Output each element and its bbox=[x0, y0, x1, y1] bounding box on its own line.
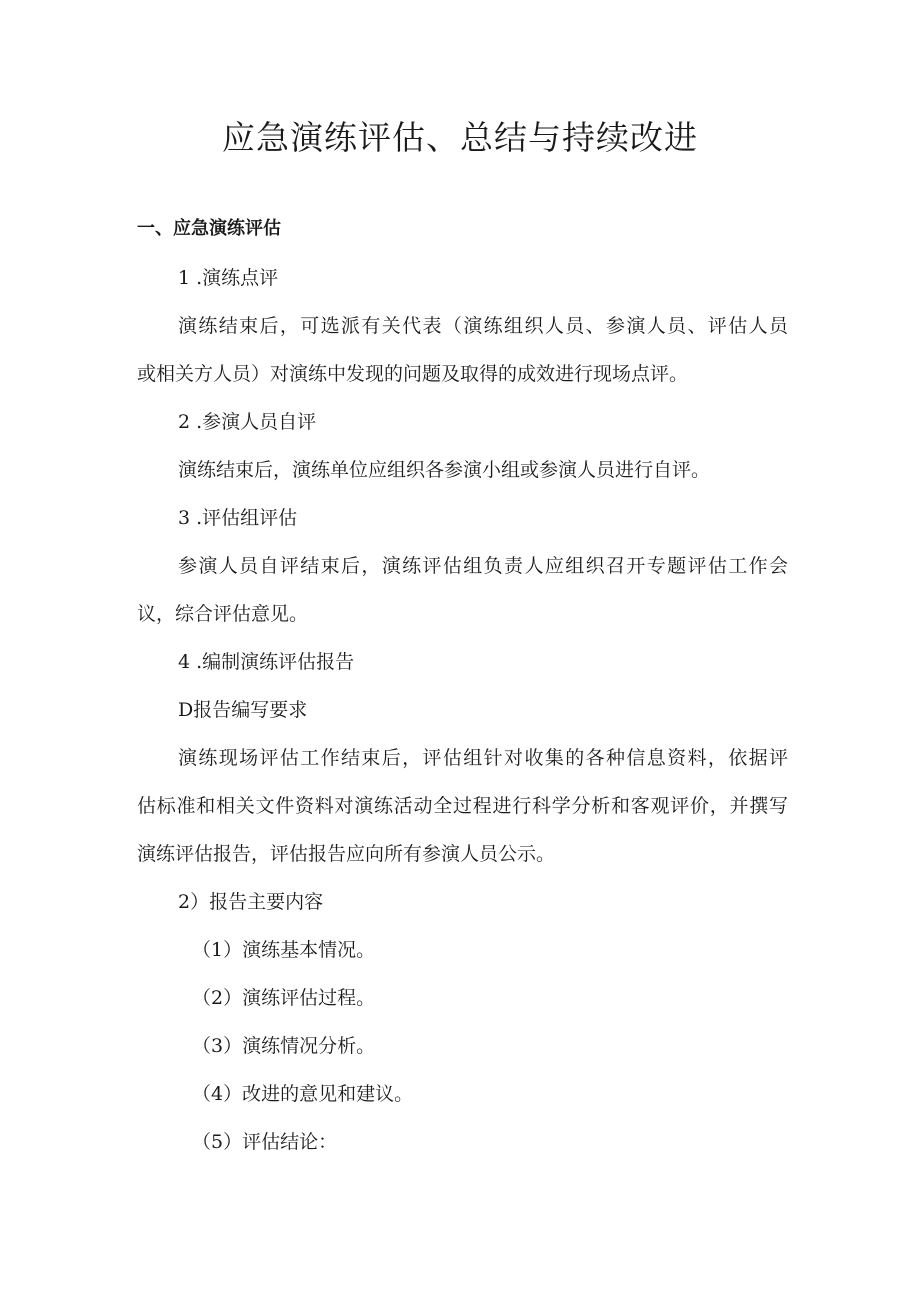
sub1-paragraph-line: 估标准和相关文件资料对演练活动全过程进行科学分析和客观评价，并撰写 bbox=[137, 795, 788, 817]
content-list-item: （5）评估结论： bbox=[192, 1131, 338, 1153]
content-list-item: （3）演练情况分析。 bbox=[192, 1035, 376, 1057]
sub-heading-2: 2）报告主要内容 bbox=[178, 891, 324, 913]
item-heading-3: 3 .评估组评估 bbox=[178, 507, 298, 529]
item1-paragraph-line: 演练结束后，可选派有关代表（演练组织人员、参演人员、评估人员 bbox=[178, 315, 788, 337]
item3-paragraph-line: 参演人员自评结束后，演练评估组负责人应组织召开专题评估工作会 bbox=[178, 555, 788, 577]
section-heading: 一、应急演练评估 bbox=[137, 218, 281, 239]
sub1-paragraph-line: 演练现场评估工作结束后，评估组针对收集的各种信息资料，依据评 bbox=[178, 747, 788, 769]
content-list-item: （2）演练评估过程。 bbox=[192, 987, 376, 1009]
item-heading-1: 1 .演练点评 bbox=[178, 267, 279, 289]
item1-paragraph-line: 或相关方人员）对演练中发现的问题及取得的成效进行现场点评。 bbox=[137, 363, 689, 385]
page-title: 应急演练评估、总结与持续改进 bbox=[222, 118, 698, 157]
item-heading-4: 4 .编制演练评估报告 bbox=[178, 651, 355, 673]
sub-heading-1: D报告编写要求 bbox=[178, 699, 308, 721]
item2-paragraph: 演练结束后，演练单位应组织各参演小组或参演人员进行自评。 bbox=[178, 459, 711, 481]
content-list-item: （4）改进的意见和建议。 bbox=[192, 1083, 414, 1105]
item-heading-2: 2 .参演人员自评 bbox=[178, 411, 317, 433]
sub1-paragraph-line: 演练评估报告，评估报告应向所有参演人员公示。 bbox=[137, 843, 556, 865]
item3-paragraph-line: 议，综合评估意见。 bbox=[137, 603, 309, 625]
content-list-item: （1）演练基本情况。 bbox=[192, 939, 376, 961]
